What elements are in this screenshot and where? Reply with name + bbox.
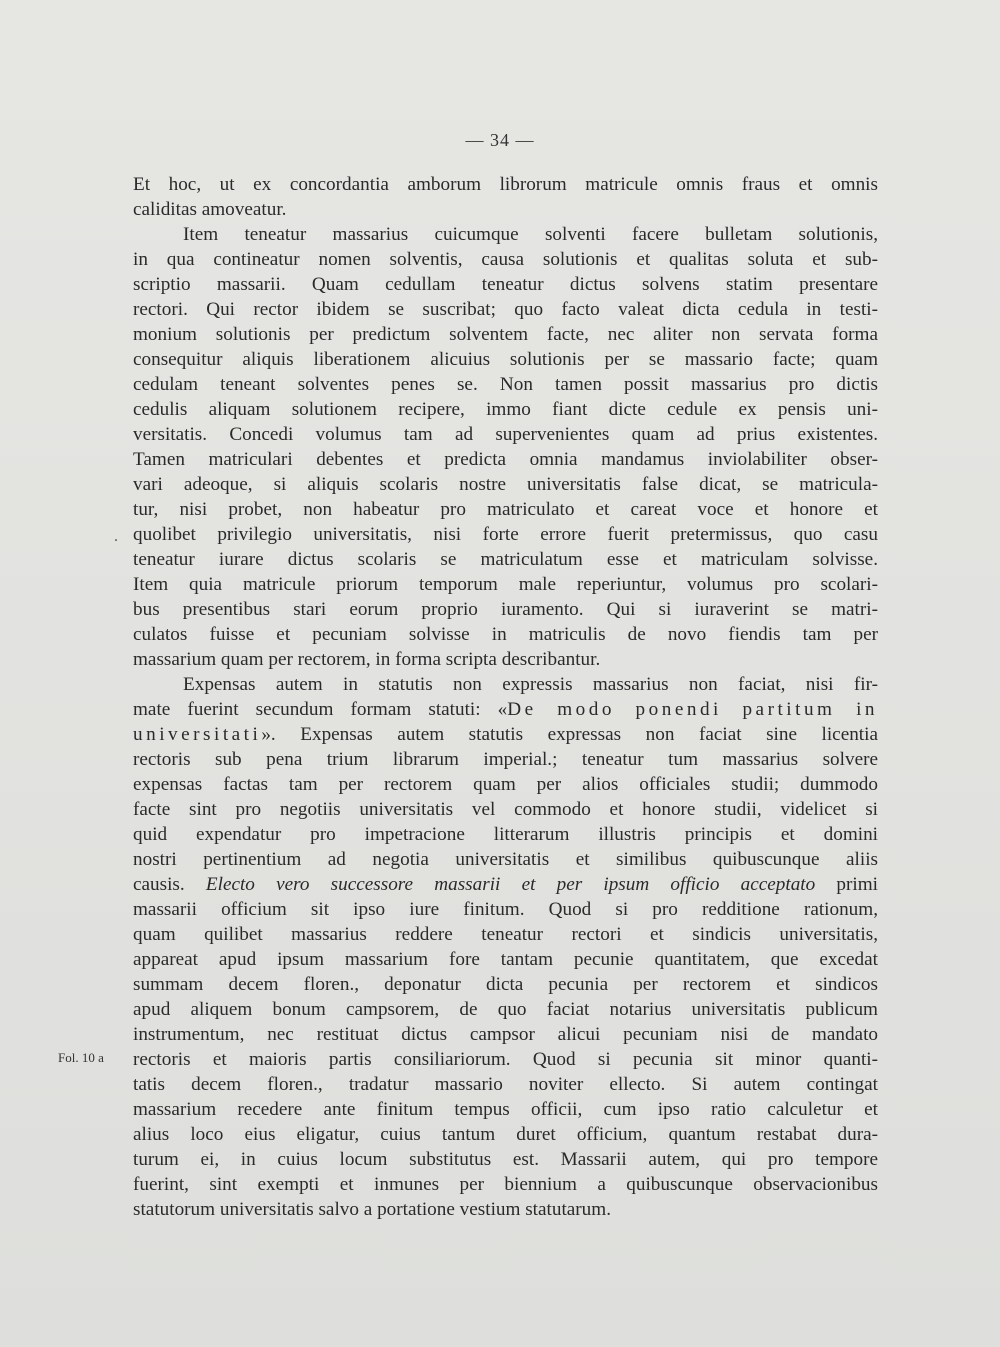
text-line: caliditas amoveatur. (133, 199, 287, 220)
text-line: statutorum universitatis salvo a portatione vestium statutarum. (133, 1199, 612, 1220)
spaced-title-text: universitati (133, 724, 262, 745)
text-line: vari adeoque, si aliquis scolaris nostre universitatis false dicat, se matricula- (133, 474, 878, 495)
margin-folio-note: Fol. 10 a (58, 1050, 104, 1065)
text-line: Expensas autem in statutis non expressis massarius non faciat, nisi fir- (183, 674, 878, 695)
text-line: quid expendatur pro impetracione litterarum illustris principis et domini (133, 824, 878, 845)
spaced-title-text: De modo ponendi partitum in (507, 699, 878, 720)
text-line: cedulis aliquam solutionem recipere, immo fiant dicte cedule ex pensis uni- (133, 399, 878, 420)
text-line: facte sint pro negotiis universitatis vel commodo et honore studii, videlicet si (133, 799, 878, 820)
body-text (133, 172, 878, 1222)
text-line: cedulam teneant solventes penes se. Non tamen possit massarius pro dictis (133, 374, 878, 395)
text-line-with-spaced-title (133, 697, 878, 722)
text-line: summam decem floren., deponatur dicta pecunia per rectorem et sindicos (133, 974, 878, 995)
text-line: rectori. Qui rector ibidem se suscribat; quo facto valeat dicta cedula in testi- (133, 299, 878, 320)
text-line: nostri pertinentium ad negotia universitatis et similibus quibuscunque aliis (133, 849, 878, 870)
text-line: quolibet privilegio universitatis, nisi forte errore fuerit pretermissus, quo casu (133, 524, 878, 545)
text-line: monium solutionis per predictum solventem facte, nec aliter non servata forma (133, 324, 878, 345)
text-line: scriptio massarii. Quam cedullam teneatur dictus solvens statim presentare (133, 274, 878, 295)
text-line: Item teneatur massarius cuicumque solventi facere bulletam solutionis, (183, 224, 878, 245)
text-line: Tamen matriculari debentes et predicta omnia mandamus inviolabiliter obser- (133, 449, 878, 470)
text-line: fuerint, sint exempti et inmunes per biennium a quibuscunque observacionibus (133, 1174, 878, 1195)
text-segment: ». Expensas autem statutis expressas non faciat sine licentia (261, 724, 878, 745)
text-line-with-italic (133, 872, 878, 897)
text-line: expensas factas tam per rectorem quam per alios officiales studii; dummodo (133, 774, 878, 795)
text-line: Item quia matricule priorum temporum male reperiuntur, volumus pro scolari- (133, 574, 878, 595)
text-line: quam quilibet massarius reddere teneatur rectori et sindicis universitatis, (133, 924, 878, 945)
text-line: turum ei, in cuius locum substitutus est. Massarii autem, qui pro tempore (133, 1149, 878, 1170)
text-line: rectoris sub pena trium librarum imperial.; teneatur tum massarius solvere (133, 749, 878, 770)
text-line: alius loco eius eligatur, cuius tantum duret officium, quantum restabat dura- (133, 1124, 878, 1145)
text-line: tatis decem floren., tradatur massario noviter ellecto. Si autem contingat (133, 1074, 878, 1095)
text-line: massarii officium sit ipso iure finitum. Quod si pro redditione rationum, (133, 899, 878, 920)
text-line: teneatur iurare dictus scolaris se matriculatum esse et matriculam solvisse. (133, 549, 878, 570)
text-line: rectoris et maioris partis consiliariorum. Quod si pecunia sit minor quanti- (133, 1049, 878, 1070)
text-line: massarium recedere ante finitum tempus officii, cum ipso ratio calculetur et (133, 1099, 878, 1120)
text-line: Et hoc, ut ex concordantia amborum librorum matricule omnis fraus et omnis (133, 174, 878, 195)
text-line: instrumentum, nec restituat dictus campsor alicui pecuniam nisi de mandato (133, 1024, 878, 1045)
text-line: appareat apud ipsum massarium fore tantam pecunie quantitatem, que excedat (133, 949, 878, 970)
margin-mark: . (114, 528, 118, 545)
text-line: culatos fuisse et pecuniam solvisse in matriculis de novo fiendis tam per (133, 624, 878, 645)
text-line: tur, nisi probet, non habeatur pro matriculato et careat voce et honore et (133, 499, 878, 520)
page-number: — 34 — (465, 130, 535, 150)
text-segment: causis. (133, 874, 206, 895)
text-line-with-spaced-title (133, 722, 878, 747)
text-line: consequitur aliquis liberationem alicuius solutionis per se massario facte; quam (133, 349, 878, 370)
text-line: bus presentibus stari eorum proprio iuramento. Qui si iuraverint se matri- (133, 599, 878, 620)
text-line: versitatis. Concedi volumus tam ad supervenientes quam ad prius existentes. (133, 424, 878, 445)
text-line: massarium quam per rectorem, in forma scripta describantur. (133, 649, 601, 670)
italic-text: Electo vero successore massarii et per ipsum officio acceptato (205, 874, 816, 895)
text-segment: mate fuerint secundum formam statuti: « (133, 699, 508, 720)
text-line: in qua contineatur nomen solventis, causa solutionis et qualitas soluta et sub- (133, 249, 878, 270)
text-segment: primi (815, 874, 878, 895)
text-line: apud aliquem bonum campsorem, de quo faciat notarius universitatis publicum (133, 999, 878, 1020)
